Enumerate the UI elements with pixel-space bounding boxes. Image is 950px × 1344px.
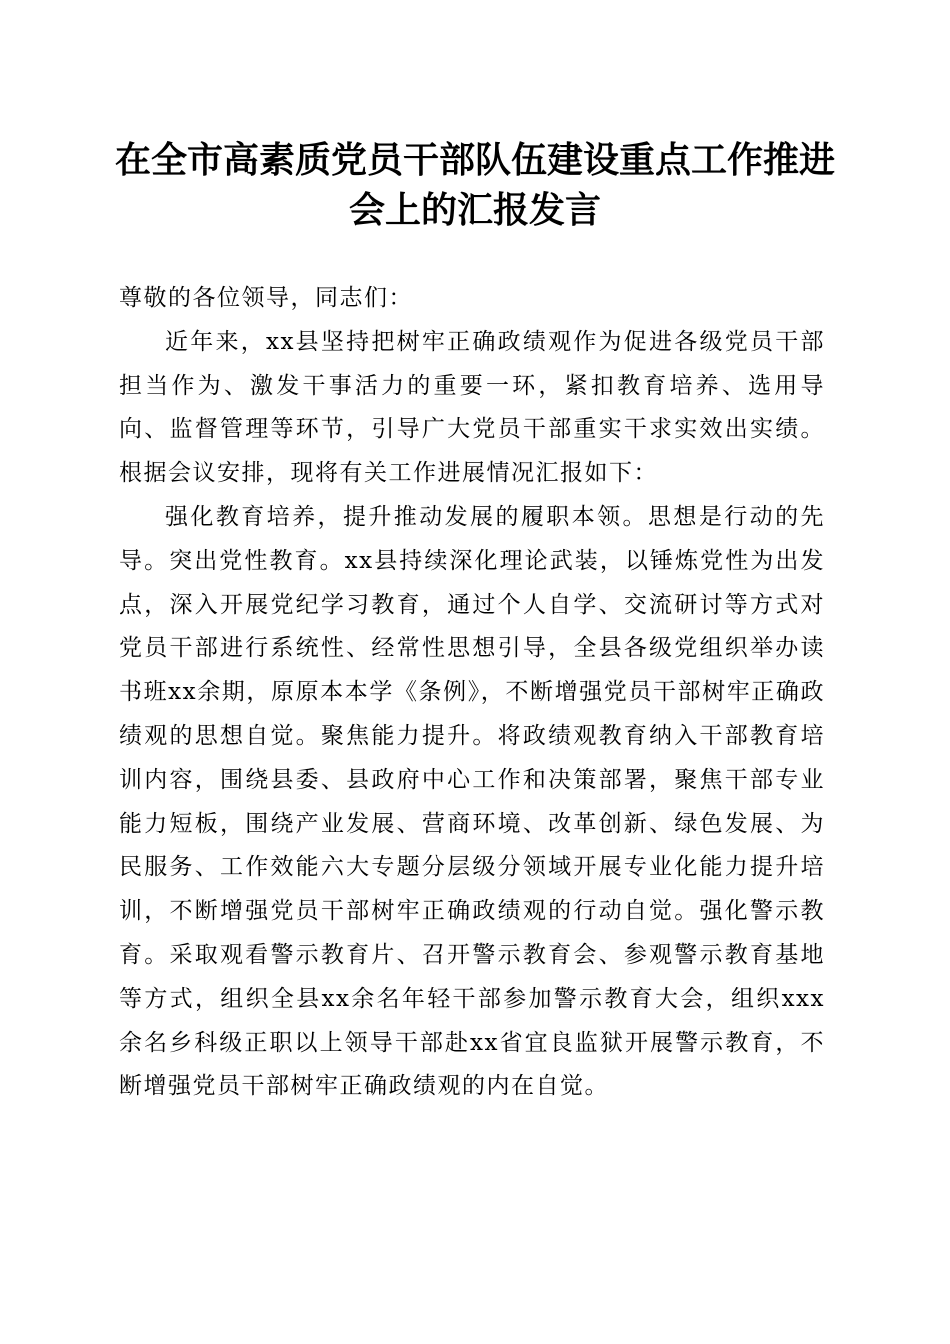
document-title: 在全市高素质党员干部队伍建设重点工作推进会上的汇报发言 [115, 139, 836, 231]
salutation: 尊敬的各位领导，同志们： [119, 285, 413, 311]
paragraph-intro: 近年来，xx县坚持把树牢正确政绩观作为促进各级党员干部担当作为、激发干事活力的重要一环，紧扣教育培养、选用导向、监督管理等环节，引导广大党员干部重实干求实效出实绩。根据会议安排，现将有关工作进展情况汇报如下： [119, 328, 825, 487]
document-body [119, 277, 825, 1109]
paragraph-education: 强化教育培养，提升推动发展的履职本领。思想是行动的先导。突出党性教育。xx县持续深化理论武装，以锤炼党性为出发点，深入开展党纪学习教育，通过个人自学、交流研讨等方式对党员干部进行系统性、经常性思想引导，全县各级党组织举办读书班xx余期，原原本本学《条例》，不断增强党员干部树牢正确政绩观的思想自觉。聚焦能力提升。将政绩观教育纳入干部教育培训内容，围绕县委、县政府中心工作和决策部署，聚焦干部专业能力短板，围绕产业发展、营商环境、改革创新、绿色发展、为民服务、工作效能六大专题分层级分领域开展专业化能力提升培训，不断增强党员干部树牢正确政绩观的行动自觉。强化警示教育。采取观看警示教育片、召开警示教育会、参观警示教育基地等方式，组织全县xx余名年轻干部参加警示教育大会，组织xxx余名乡科级正职以上领导干部赴xx省宜良监狱开展警示教育，不断增强党员干部树牢正确政绩观的内在自觉。 [119, 503, 825, 1100]
